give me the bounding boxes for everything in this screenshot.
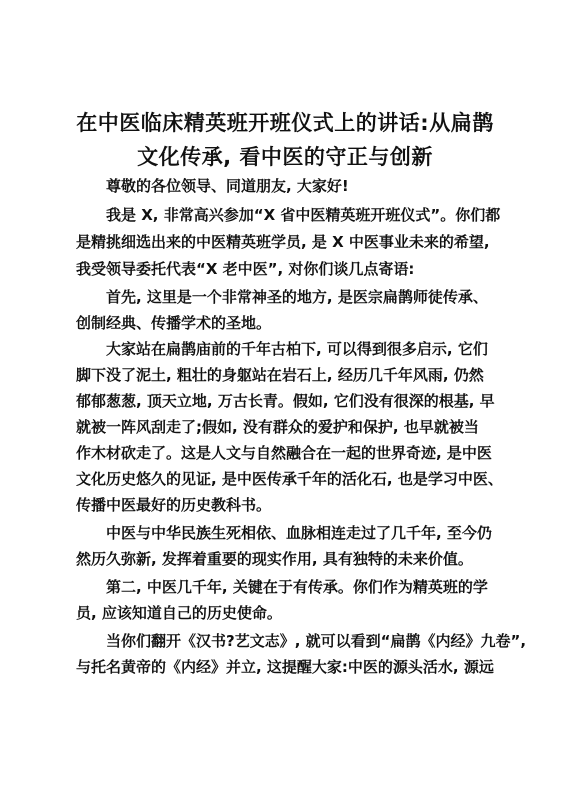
- paragraph-line: 然历久弥新, 发挥着重要的现实作用, 具有独特的未来价值。: [76, 550, 473, 568]
- paragraph-line: 脚下没了泥土, 粗壮的身躯站在岩石上, 经历几千年风雨, 仍然: [76, 366, 484, 384]
- paragraph-line: 我是 X, 非常高兴参加“X 省中医精英班开班仪式”。你们都: [106, 206, 501, 224]
- paragraph-line: 首先, 这里是一个非常神圣的地方, 是医宗扁鹊师徒传承、: [106, 288, 488, 306]
- paragraph-line: 是精挑细选出来的中医精英班学员, 是 X 中医事业未来的希望,: [76, 233, 490, 251]
- paragraph-line: 郁郁葱葱, 顶天立地, 万古长青。假如, 它们没有很深的根基, 早: [76, 392, 495, 410]
- paragraph-line: 就被一阵风刮走了;假如, 没有群众的爱护和保护, 也早就被当: [76, 418, 479, 436]
- paragraph-line: 我受领导委托代表“X 老中医”, 对你们谈几点寄语:: [76, 260, 415, 278]
- paragraph-line: 作木材砍走了。这是人文与自然融合在一起的世界奇迹, 是中医: [76, 444, 492, 462]
- paragraph-line: 文化历史悠久的见证, 是中医传承千年的活化石, 也是学习中医、: [76, 470, 503, 488]
- paragraph-line: 与托名黄帝的《内经》并立, 这提醒大家:中医的源头活水, 源远: [76, 658, 494, 676]
- paragraph-line: 当你们翻开《汉书?艺文志》, 就可以看到“扁鹊《内经》九卷”,: [106, 632, 527, 650]
- paragraph-line: 员, 应该知道自己的历史使命。: [76, 604, 282, 622]
- salutation: 尊敬的各位领导、同道朋友, 大家好!: [106, 177, 349, 195]
- paragraph-line: 大家站在扁鹊庙前的千年古柏下, 可以得到很多启示, 它们: [106, 340, 488, 358]
- paragraph-line: 中医与中华民族生死相依、血脉相连走过了几千年, 至今仍: [106, 524, 492, 542]
- document-title-line-1: 在中医临床精英班开班仪式上的讲话:从扁鹊: [76, 111, 494, 135]
- paragraph-line: 创制经典、传播学术的圣地。: [76, 314, 272, 332]
- paragraph-line: 传播中医最好的历史教科书。: [76, 496, 272, 514]
- paragraph-line: 第二, 中医几千年, 关键在于有传承。你们作为精英班的学: [106, 578, 488, 596]
- document-title-line-2: 文化传承, 看中医的守正与创新: [137, 145, 433, 169]
